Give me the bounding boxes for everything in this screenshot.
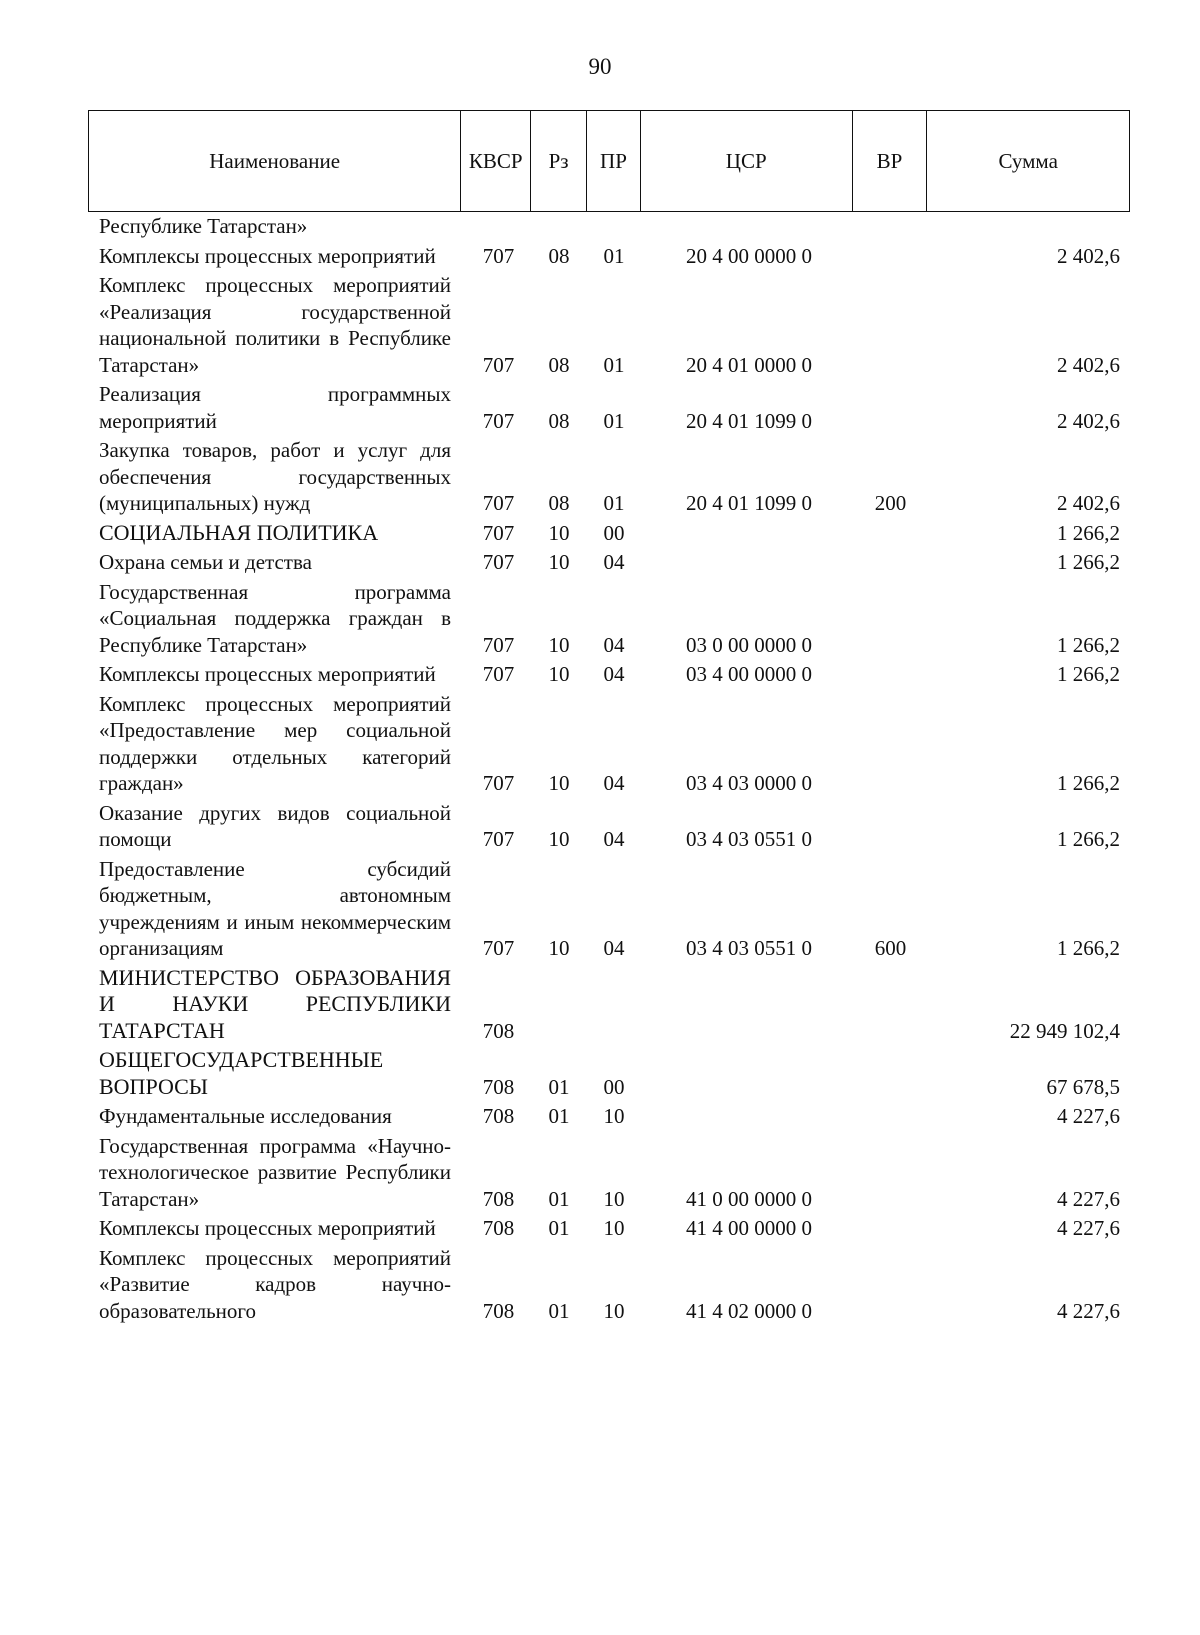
cell-pr: 10 (603, 1186, 625, 1211)
cell-sum: 2 402,6 (1057, 408, 1120, 433)
cell-rz: 10 (548, 771, 570, 795)
cell-rz: 10 (548, 936, 570, 960)
cell-csr: 41 4 02 0000 0 (686, 1298, 812, 1323)
cell-kvsr: 707 (482, 352, 515, 377)
cell-pr: 04 (603, 550, 625, 574)
cell-csr: 03 4 03 0551 0 (686, 936, 812, 960)
cell-csr: 20 4 01 1099 0 (686, 491, 812, 515)
table-row (88, 1102, 1130, 1132)
cell-name: Комплексы процессных мероприятий (99, 243, 436, 268)
cell-sum: 1 266,2 (1057, 632, 1120, 657)
cell-pr: 01 (603, 491, 625, 515)
header-rz: Рз (531, 111, 587, 211)
cell-pr: 04 (603, 936, 625, 960)
cell-pr: 00 (603, 520, 625, 545)
table-header (88, 110, 1130, 212)
cell-kvsr: 707 (482, 662, 515, 686)
cell-kvsr: 708 (482, 1074, 515, 1099)
table-row (88, 690, 1130, 799)
cell-rz: 08 (548, 243, 570, 268)
cell-kvsr: 707 (482, 936, 515, 960)
cell-kvsr: 708 (482, 1216, 515, 1240)
cell-csr: 03 4 03 0551 0 (686, 827, 812, 851)
cell-rz: 01 (548, 1186, 570, 1211)
cell-csr: 41 0 00 0000 0 (686, 1186, 812, 1211)
cell-pr: 01 (603, 408, 625, 433)
cell-sum: 1 266,2 (1057, 662, 1120, 686)
cell-pr: 04 (603, 662, 625, 686)
header-sum: Сумма (998, 148, 1058, 173)
cell-csr: 20 4 00 0000 0 (686, 243, 812, 268)
cell-name: Республике Татарстан» (99, 214, 308, 238)
cell-name: Реализация программных мероприятий (99, 382, 451, 433)
cell-name: Комплекс процессных мероприятий «Развитие кадров научно-образовательного (99, 1245, 451, 1323)
table-row (88, 799, 1130, 855)
cell-rz: 10 (548, 632, 570, 657)
cell-name: Комплекс процессных мероприятий «Предоставление мер социальной поддержки отдельных категорий граждан» (99, 691, 451, 795)
cell-sum: 1 266,2 (1057, 550, 1120, 574)
cell-rz: 01 (548, 1298, 570, 1323)
cell-kvsr: 707 (482, 408, 515, 433)
header-vr: ВР (853, 111, 928, 211)
cell-kvsr: 707 (482, 550, 515, 574)
cell-name: ОБЩЕГОСУДАРСТВЕННЫЕ ВОПРОСЫ (99, 1047, 384, 1099)
cell-pr: 04 (603, 771, 625, 795)
header-kvsr: КВСР (461, 111, 531, 211)
table-row (88, 964, 1130, 1047)
cell-kvsr: 707 (482, 243, 515, 268)
cell-rz: 01 (548, 1104, 570, 1128)
table-row (88, 519, 1130, 549)
budget-table (88, 110, 1130, 1326)
cell-kvsr: 707 (482, 491, 515, 515)
cell-rz: 10 (548, 662, 570, 686)
cell-vr: 600 (874, 936, 907, 960)
cell-name: Предоставление субсидий бюджетным, автономным учреждениям и иным некоммерческим организациям (99, 856, 451, 960)
cell-csr: 20 4 01 1099 0 (686, 408, 812, 433)
cell-name: Государственная программа «Социальная поддержка граждан в Республике Татарстан» (99, 579, 451, 657)
page-number: 90 (588, 54, 612, 79)
table-row (88, 1214, 1130, 1244)
cell-rz: 08 (548, 491, 570, 515)
cell-kvsr: 708 (482, 1018, 515, 1043)
table-row (88, 1132, 1130, 1215)
cell-sum: 4 227,6 (1057, 1186, 1120, 1211)
table-row (88, 855, 1130, 964)
cell-sum: 2 402,6 (1057, 491, 1120, 515)
table-body (88, 212, 1130, 1326)
table-row (88, 660, 1130, 690)
table-row (88, 1244, 1130, 1327)
header-pr: ПР (587, 111, 641, 211)
cell-name: Комплексы процессных мероприятий (99, 662, 436, 686)
cell-kvsr: 708 (482, 1186, 515, 1211)
cell-pr: 01 (603, 243, 625, 268)
cell-pr: 10 (603, 1216, 625, 1240)
cell-vr: 200 (874, 491, 907, 515)
header-name: Наименование (89, 111, 461, 211)
cell-sum: 2 402,6 (1057, 352, 1120, 377)
cell-sum: 2 402,6 (1057, 243, 1120, 268)
cell-rz: 10 (548, 520, 570, 545)
table-row (88, 1046, 1130, 1102)
cell-sum: 67 678,5 (1046, 1074, 1120, 1099)
cell-rz: 08 (548, 352, 570, 377)
cell-kvsr: 707 (482, 632, 515, 657)
cell-pr: 10 (603, 1298, 625, 1323)
cell-kvsr: 707 (482, 520, 515, 545)
cell-csr: 20 4 01 0000 0 (686, 352, 812, 377)
cell-name: Закупка товаров, работ и услуг для обеспечения государственных (муниципальных) нужд (99, 438, 451, 515)
cell-pr: 04 (603, 827, 625, 851)
cell-rz: 08 (548, 408, 570, 433)
cell-kvsr: 707 (482, 771, 515, 795)
header-csr: ЦСР (641, 111, 853, 211)
cell-sum: 1 266,2 (1057, 771, 1120, 795)
table-row (88, 271, 1130, 380)
table-row (88, 242, 1130, 272)
table-row (88, 380, 1130, 436)
cell-sum: 1 266,2 (1057, 827, 1120, 851)
cell-sum: 1 266,2 (1057, 520, 1120, 545)
table-row (88, 212, 1130, 242)
cell-csr: 41 4 00 0000 0 (686, 1216, 812, 1240)
cell-sum: 4 227,6 (1057, 1216, 1120, 1240)
cell-sum: 4 227,6 (1057, 1298, 1120, 1323)
cell-sum: 22 949 102,4 (1009, 1018, 1120, 1043)
cell-kvsr: 708 (482, 1104, 515, 1128)
cell-sum: 4 227,6 (1057, 1104, 1120, 1128)
cell-name: Комплексы процессных мероприятий (99, 1216, 436, 1240)
cell-name: Оказание других видов социальной помощи (99, 800, 451, 851)
cell-csr: 03 0 00 0000 0 (686, 632, 812, 657)
cell-name: Фундаментальные исследования (99, 1104, 392, 1128)
cell-kvsr: 707 (482, 827, 515, 851)
cell-name: Охрана семьи и детства (99, 550, 312, 574)
cell-name: Комплекс процессных мероприятий «Реализация государственной национальной политики в Республике Татарстан» (99, 273, 451, 377)
cell-name: МИНИСТЕРСТВО ОБРАЗОВАНИЯ И НАУКИ РЕСПУБЛИКИ ТАТАРСТАН (99, 964, 451, 1043)
table-row (88, 578, 1130, 661)
cell-rz: 01 (548, 1216, 570, 1240)
cell-name: СОЦИАЛЬНАЯ ПОЛИТИКА (99, 519, 379, 545)
cell-rz: 10 (548, 827, 570, 851)
cell-rz: 10 (548, 550, 570, 574)
cell-csr: 03 4 03 0000 0 (686, 771, 812, 795)
cell-pr: 00 (603, 1074, 625, 1099)
cell-pr: 10 (603, 1104, 625, 1128)
cell-name: Государственная программа «Научно-технологическое развитие Республики Татарстан» (99, 1133, 451, 1211)
cell-csr: 03 4 00 0000 0 (686, 662, 812, 686)
table-row (88, 436, 1130, 519)
cell-pr: 04 (603, 632, 625, 657)
cell-kvsr: 708 (482, 1298, 515, 1323)
cell-rz: 01 (548, 1074, 570, 1099)
cell-sum: 1 266,2 (1057, 936, 1120, 960)
cell-pr: 01 (603, 352, 625, 377)
table-row (88, 548, 1130, 578)
